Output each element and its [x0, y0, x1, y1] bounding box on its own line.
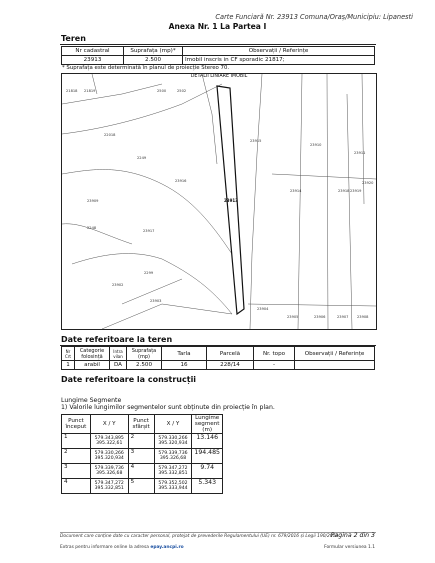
- segment-end-xy: 579.352,502 395.333,944: [154, 479, 192, 494]
- carte-funciara-header: Carte Funciară Nr. 23913 Comuna/Oraș/Municipiu: Lipanesti: [215, 13, 413, 21]
- col-nr-cadastral: Nr cadastral: [62, 47, 124, 56]
- map-label: DETALII LINIARE IMOBIL: [62, 74, 376, 80]
- map-lbl: 21819: [84, 89, 96, 93]
- col-suprafata: Suprafața (mp): [127, 347, 162, 361]
- col-suprafata: Suprafața (mp)*: [124, 47, 183, 56]
- segment-end: 5: [128, 479, 154, 494]
- footer-source-text: Extras pentru informare online la adresa: [60, 545, 149, 550]
- segment-start-xy: 579.330,266 395.320,934: [90, 449, 128, 464]
- map-lbl: 23906: [314, 315, 326, 319]
- segment-length: 13.146: [192, 434, 223, 449]
- map-lbl: 23902: [112, 283, 124, 287]
- form-version: Formular versiunea 1.1: [324, 545, 375, 550]
- col-xy1: X / Y: [90, 415, 128, 434]
- footer-divider: [60, 532, 376, 533]
- segment-start: 2: [62, 449, 91, 464]
- teren-table: [61, 46, 375, 65]
- col-xy2: X / Y: [154, 415, 192, 434]
- map-lbl: 2500: [157, 89, 167, 93]
- segment-start-xy: 579.343,895 395.322,61: [90, 434, 128, 449]
- segments-table: [61, 414, 223, 494]
- cell-categorie: arabil: [75, 361, 110, 370]
- map-drawing: [62, 74, 376, 329]
- map-lbl: 21818: [66, 89, 78, 93]
- col-nr-topo: Nr. topo: [254, 347, 295, 361]
- footer-legal: Document care conține date cu caracter personal, protejat de prevederile Regulamentului (UE) nr. 679/2016 și Legii 190/2018: [60, 534, 339, 539]
- segment-end-xy: 579.339,736 395.326,68: [154, 449, 192, 464]
- segments-body: [62, 434, 223, 494]
- cell-nr-crt: 1: [62, 361, 75, 370]
- cell-parcela: 228/14: [207, 361, 254, 370]
- map-lbl: 23910: [310, 143, 322, 147]
- map-lbl: 23918: [338, 189, 350, 193]
- map-lbl: 2248: [87, 226, 97, 230]
- map-lbl: 23919: [350, 189, 362, 193]
- annex-title: Anexa Nr. 1 La Partea I: [168, 22, 267, 31]
- col-start: Punct început: [62, 415, 91, 434]
- cell-tarla: 16: [162, 361, 207, 370]
- refs-teren-heading: Date referitoare la teren: [61, 335, 173, 344]
- refs-teren-table: [61, 346, 375, 370]
- cadastral-map: [61, 73, 377, 330]
- map-lbl: 23917: [143, 229, 155, 233]
- cell-intravilan: DA: [110, 361, 127, 370]
- map-lbl: 2249: [137, 156, 147, 160]
- map-lbl: 2502: [177, 89, 187, 93]
- col-intravilan: Intra vilan: [110, 347, 127, 361]
- cell-observatii: [295, 361, 375, 370]
- segment-length: 9.74: [192, 464, 223, 479]
- epay-link[interactable]: epay.ancpi.ro: [150, 545, 184, 550]
- cell-suprafata: 2.500: [127, 361, 162, 370]
- segments-subheading: 1) Valorile lungimilor segmentelor sunt obținute din proiecție în plan.: [61, 404, 275, 411]
- col-observatii: Observații / Referințe: [295, 347, 375, 361]
- col-parcela: Parcelă: [207, 347, 254, 361]
- map-lbl: 2299: [144, 271, 154, 275]
- refs-constr-heading: Date referitoare la construcții: [61, 375, 197, 384]
- page-number: Pagina 2 din 3: [330, 532, 375, 539]
- map-lbl: 23914: [290, 189, 302, 193]
- segment-end: 4: [128, 464, 154, 479]
- footer-source: [60, 545, 184, 550]
- segment-end: 3: [128, 449, 154, 464]
- divider: [60, 44, 376, 45]
- map-lbl: 23920: [362, 181, 374, 185]
- segment-row: [62, 449, 223, 464]
- parcel-label: 23913: [224, 198, 238, 203]
- map-lbl: 23916: [175, 179, 187, 183]
- cell-observatii: Imobil inscris in CF sporadic 21817;: [183, 56, 375, 65]
- segment-start: 4: [62, 479, 91, 494]
- map-lbl: 22018: [104, 133, 116, 137]
- segment-start-xy: 579.347,272 395.332,851: [90, 479, 128, 494]
- cell-nr-cadastral: 23913: [62, 56, 124, 65]
- map-lbl: 23907: [337, 315, 349, 319]
- map-lbl: 23903: [150, 299, 162, 303]
- map-lbl: 23915: [250, 139, 262, 143]
- segment-end-xy: 579.330,266 395.320,934: [154, 434, 192, 449]
- segment-length: 194.485: [192, 449, 223, 464]
- segment-end-xy: 579.347,272 395.332,851: [154, 464, 192, 479]
- segment-row: [62, 464, 223, 479]
- col-categorie: Categorie folosință: [75, 347, 110, 361]
- cell-suprafata: 2.500: [124, 56, 183, 65]
- segment-row: [62, 434, 223, 449]
- cell-nr-topo: -: [254, 361, 295, 370]
- col-observatii: Observații / Referințe: [183, 47, 375, 56]
- map-lbl: 23909: [87, 199, 99, 203]
- col-end: Punct sfârșit: [128, 415, 154, 434]
- col-nr-crt: Nr Crt: [62, 347, 75, 361]
- segment-length: 5.343: [192, 479, 223, 494]
- segment-end: 2: [128, 434, 154, 449]
- segment-start: 1: [62, 434, 91, 449]
- map-lbl: 23911: [354, 151, 366, 155]
- col-tarla: Tarla: [162, 347, 207, 361]
- segments-heading: Lungime Segmente: [61, 397, 122, 404]
- teren-heading: Teren: [61, 34, 86, 43]
- projection-note: * Suprafața este determinată în planul de proiecție Stereo 70.: [62, 65, 230, 71]
- col-length: Lungime segment (m): [192, 415, 223, 434]
- map-lbl: 23908: [357, 315, 369, 319]
- map-lbl: 23905: [287, 315, 299, 319]
- segment-row: [62, 479, 223, 494]
- segment-start: 3: [62, 464, 91, 479]
- segment-start-xy: 579.339,736 395.326,68: [90, 464, 128, 479]
- map-lbl: 23904: [257, 307, 269, 311]
